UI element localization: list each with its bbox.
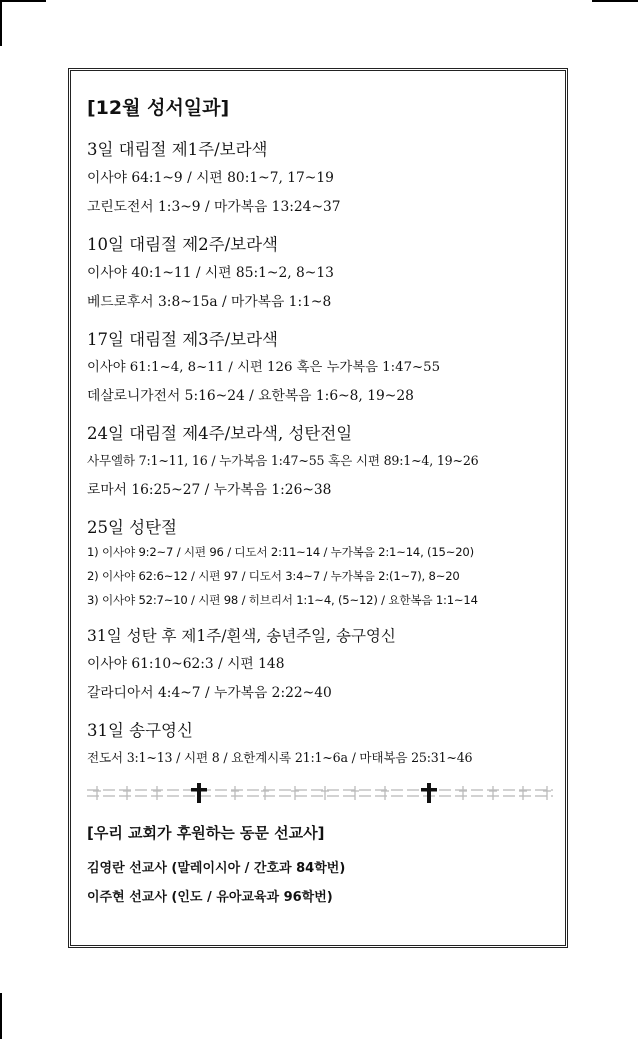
reading-line: 이사야 40:1~11 / 시편 85:1~2, 8~13 bbox=[87, 265, 334, 281]
section-heading: 10일 대림절 제2주/보라색 bbox=[87, 235, 278, 254]
section-heading: 17일 대림절 제3주/보라색 bbox=[87, 330, 278, 349]
reading-section bbox=[87, 136, 555, 215]
reading-line: 베드로후서 3:8~15a / 마가복음 1:1~8 bbox=[87, 294, 332, 310]
reading-line: 이사야 61:10~62:3 / 시편 148 bbox=[87, 656, 285, 672]
crop-mark-top-right-horizontal bbox=[592, 0, 638, 2]
cross-divider bbox=[87, 782, 555, 804]
bulletin-frame bbox=[68, 68, 568, 948]
crop-mark-bottom-left-vertical bbox=[0, 993, 2, 1039]
reading-line: 1) 이사야 9:2~7 / 시편 96 / 디도서 2:11~14 / 누가복음 2:1~14, (15~20) bbox=[87, 545, 474, 559]
section-heading: 31일 송구영신 bbox=[87, 721, 193, 740]
reading-line: 2) 이사야 62:6~12 / 시편 97 / 디도서 3:4~7 / 누가복음 2:(1~7), 8~20 bbox=[87, 569, 460, 583]
missionary-line: 김영란 선교사 (말레이시아 / 간호과 84학번) bbox=[87, 861, 346, 876]
section-heading: 31일 성탄 후 제1주/흰색, 송년주일, 송구영신 bbox=[87, 627, 396, 645]
crop-mark-top-left-horizontal bbox=[0, 0, 46, 2]
reading-line: 이사야 64:1~9 / 시편 80:1~7, 17~19 bbox=[87, 170, 334, 186]
reading-line: 데살로니가전서 5:16~24 / 요한복음 1:6~8, 19~28 bbox=[87, 388, 414, 404]
reading-line: 갈라디아서 4:4~7 / 누가복음 2:22~40 bbox=[87, 685, 332, 701]
bulletin-content bbox=[87, 93, 555, 915]
reading-section bbox=[87, 326, 555, 404]
reading-line: 사무엘하 7:1~11, 16 / 누가복음 1:47~55 혹은 시편 89:1~4, 19~26 bbox=[87, 453, 479, 468]
reading-section bbox=[87, 514, 555, 608]
reading-section bbox=[87, 231, 555, 310]
section-heading: 25일 성탄절 bbox=[87, 518, 177, 537]
reading-line: 이사야 61:1~4, 8~11 / 시편 126 혹은 누가복음 1:47~55 bbox=[87, 360, 441, 375]
section-heading: 24일 대림절 제4주/보라색, 성탄전일 bbox=[87, 424, 353, 443]
reading-line: 3) 이사야 52:7~10 / 시편 98 / 히브리서 1:1~4, (5~12) / 요한복음 1:1~14 bbox=[87, 593, 478, 607]
missionaries-title: [우리 교회가 후원하는 동문 선교사] bbox=[87, 824, 325, 842]
missionary-line: 이주현 선교사 (인도 / 유아교육과 96학번) bbox=[87, 890, 333, 905]
reading-section bbox=[87, 420, 555, 498]
reading-line: 로마서 16:25~27 / 누가복음 1:26~38 bbox=[87, 482, 332, 498]
reading-line: 전도서 3:1~13 / 시편 8 / 요한계시록 21:1~6a / 마태복음 25:31~46 bbox=[87, 750, 473, 765]
crop-mark-top-left-vertical bbox=[0, 0, 2, 46]
reading-section bbox=[87, 717, 555, 766]
cross-divider-graphic bbox=[87, 782, 553, 804]
section-heading: 3일 대림절 제1주/보라색 bbox=[87, 140, 268, 159]
reading-section bbox=[87, 624, 555, 701]
reading-line: 고린도전서 1:3~9 / 마가복음 13:24~37 bbox=[87, 199, 341, 215]
page-title: [12월 성서일과] bbox=[87, 97, 230, 119]
